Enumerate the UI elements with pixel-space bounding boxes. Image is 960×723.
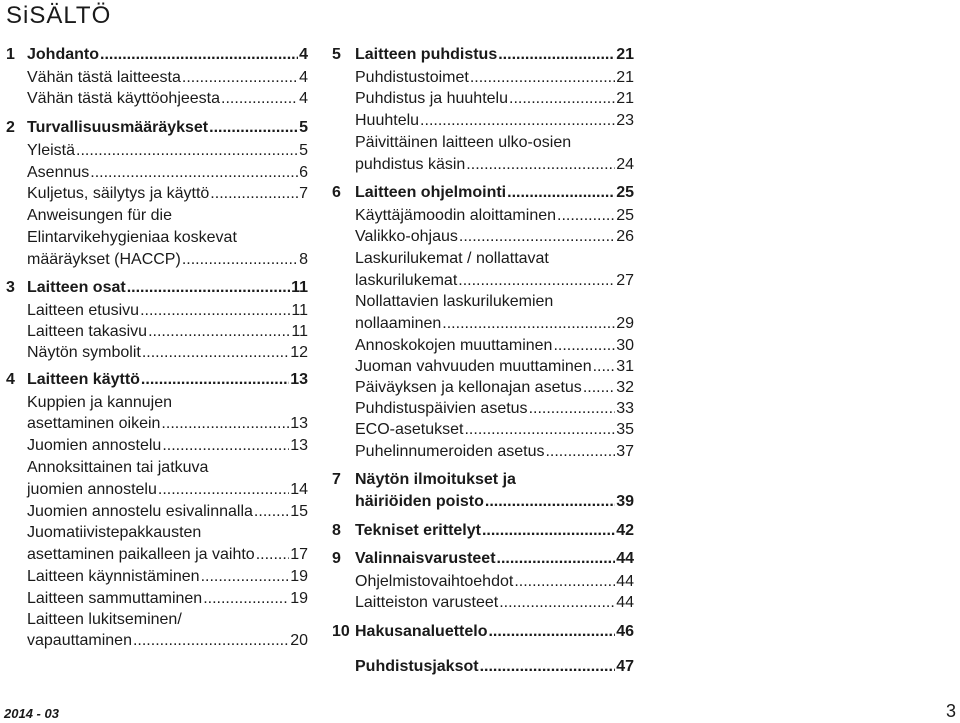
toc-entry[interactable] bbox=[0, 523, 308, 543]
toc-entry[interactable] bbox=[0, 567, 308, 587]
toc-page-number: 13 bbox=[290, 415, 308, 432]
toc-entry-title: laskurilukemat bbox=[355, 272, 458, 289]
toc-entry[interactable] bbox=[0, 343, 308, 363]
toc-entry-title: Puhdistustoimet bbox=[355, 69, 469, 86]
toc-leader-dots bbox=[485, 492, 615, 512]
toc-leader-dots bbox=[182, 250, 298, 270]
toc-entry[interactable] bbox=[330, 357, 634, 377]
toc-entry[interactable] bbox=[0, 414, 308, 434]
toc-entry-title: Juomatiivistepakkausten bbox=[27, 524, 202, 541]
toc-leader-dots bbox=[182, 68, 298, 88]
toc-entry[interactable] bbox=[0, 184, 308, 204]
toc-page-number: 15 bbox=[290, 503, 308, 520]
toc-leader-dots bbox=[499, 593, 615, 613]
toc-page-number: 47 bbox=[616, 658, 634, 675]
toc-entry[interactable] bbox=[330, 399, 634, 419]
toc-page-number: 21 bbox=[616, 46, 634, 63]
toc-entry-title: Puhdistusjaksot bbox=[355, 658, 479, 675]
toc-entry[interactable] bbox=[0, 118, 308, 138]
page-title: SiSÄLTÖ bbox=[6, 2, 112, 29]
toc-page-number: 6 bbox=[299, 164, 308, 181]
toc-entry[interactable] bbox=[330, 572, 634, 592]
toc-page-number: 44 bbox=[616, 550, 634, 567]
toc-entry-title: Annoksittainen tai jatkuva bbox=[27, 459, 209, 476]
toc-entry-title: Laskurilukemat / nollattavat bbox=[355, 250, 549, 267]
toc-entry-title: Laitteen käyttö bbox=[27, 371, 140, 388]
toc-entry[interactable] bbox=[0, 228, 308, 248]
toc-entry-title: Ohjelmistovaihtoehdot bbox=[355, 573, 514, 590]
toc-entry[interactable] bbox=[330, 378, 634, 398]
toc-entry-title: Laitteen ohjelmointi bbox=[355, 184, 507, 201]
toc-leader-dots bbox=[545, 442, 615, 462]
toc-leader-dots bbox=[529, 399, 616, 419]
toc-leader-dots bbox=[133, 631, 289, 651]
toc-entry-title: Laitteen puhdistus bbox=[355, 46, 498, 63]
toc-entry-title: puhdistus käsin bbox=[355, 156, 466, 173]
toc-entry[interactable] bbox=[0, 610, 308, 630]
toc-leader-dots bbox=[158, 480, 289, 500]
toc-entry[interactable] bbox=[330, 314, 634, 334]
toc-page-number: 13 bbox=[290, 437, 308, 454]
toc-entry-title: Puhelinnumeroiden asetus bbox=[355, 443, 545, 460]
toc-leader-dots bbox=[100, 45, 298, 65]
toc-page-number: 8 bbox=[299, 251, 308, 268]
toc-entry[interactable] bbox=[0, 301, 308, 321]
toc-entry-title: Laitteen osat bbox=[27, 279, 126, 296]
toc-page-number: 44 bbox=[616, 594, 634, 611]
toc-entry-title: Kuppien ja kannujen bbox=[27, 394, 173, 411]
toc-entry-title: Tekniset erittelyt bbox=[355, 522, 481, 539]
toc-page-number: 35 bbox=[616, 421, 634, 438]
toc-entry-title: Hakusanaluettelo bbox=[355, 623, 488, 640]
toc-entry[interactable] bbox=[330, 492, 634, 512]
toc-entry-title: Laitteen lukitseminen/ bbox=[27, 611, 182, 628]
toc-chapter-number: 1 bbox=[6, 46, 15, 63]
toc-entry[interactable] bbox=[0, 589, 308, 609]
toc-entry[interactable] bbox=[0, 322, 308, 342]
toc-entry[interactable] bbox=[330, 336, 634, 356]
toc-leader-dots bbox=[593, 357, 616, 377]
toc-entry[interactable] bbox=[330, 420, 634, 440]
footer-date: 2014 - 03 bbox=[4, 706, 59, 721]
toc-leader-dots bbox=[221, 89, 298, 109]
toc-entry-title: Käyttäjämoodin aloittaminen bbox=[355, 207, 557, 224]
toc-entry[interactable] bbox=[330, 45, 634, 65]
toc-leader-dots bbox=[201, 567, 290, 587]
toc-entry-title: Valinnaisvarusteet bbox=[355, 550, 496, 567]
toc-entry-title: Näytön ilmoitukset ja bbox=[355, 471, 516, 488]
toc-leader-dots bbox=[141, 370, 289, 390]
toc-entry-title: Juoman vahvuuden muuttaminen bbox=[355, 358, 592, 375]
toc-entry[interactable] bbox=[330, 227, 634, 247]
toc-leader-dots bbox=[583, 378, 615, 398]
toc-leader-dots bbox=[459, 227, 615, 247]
toc-entry[interactable] bbox=[330, 89, 634, 109]
toc-entry[interactable] bbox=[0, 631, 308, 651]
toc-entry-title: Vähän tästä käyttöohjeesta bbox=[27, 90, 221, 107]
toc-entry[interactable] bbox=[0, 68, 308, 88]
toc-leader-dots bbox=[507, 183, 615, 203]
toc-entry[interactable] bbox=[330, 68, 634, 88]
toc-chapter-number: 10 bbox=[332, 623, 350, 640]
toc-chapter-number: 8 bbox=[332, 522, 341, 539]
toc-page-number: 42 bbox=[616, 522, 634, 539]
toc-leader-dots bbox=[466, 155, 615, 175]
toc-page-number: 19 bbox=[290, 590, 308, 607]
toc-entry-title: määräykset (HACCP) bbox=[27, 251, 181, 268]
toc-page-number: 14 bbox=[290, 481, 308, 498]
toc-page-number: 33 bbox=[616, 400, 634, 417]
toc-entry[interactable] bbox=[0, 502, 308, 522]
toc-entry[interactable] bbox=[0, 45, 308, 65]
toc-page-number: 31 bbox=[616, 358, 634, 375]
toc-entry[interactable] bbox=[0, 370, 308, 390]
toc-leader-dots bbox=[514, 572, 615, 592]
toc-page-number: 44 bbox=[616, 573, 634, 590]
toc-entry[interactable] bbox=[0, 278, 308, 298]
toc-leader-dots bbox=[442, 314, 615, 334]
toc-entry-title: vapauttaminen bbox=[27, 632, 132, 649]
toc-entry[interactable] bbox=[330, 622, 634, 642]
toc-entry-title: Puhdistus ja huuhtelu bbox=[355, 90, 508, 107]
toc-page-number: 4 bbox=[299, 90, 308, 107]
toc-entry[interactable] bbox=[330, 521, 634, 541]
toc-page-number: 19 bbox=[290, 568, 308, 585]
toc-page-number: 11 bbox=[291, 302, 308, 319]
toc-entry[interactable] bbox=[0, 89, 308, 109]
toc-leader-dots bbox=[90, 163, 298, 183]
toc-entry-title: Kuljetus, säilytys ja käyttö bbox=[27, 185, 210, 202]
toc-entry-title: Päiväyksen ja kellonajan asetus bbox=[355, 379, 582, 396]
toc-chapter-number: 7 bbox=[332, 471, 341, 488]
toc-page-number: 4 bbox=[299, 69, 308, 86]
toc-entry[interactable] bbox=[330, 470, 634, 490]
toc-chapter-number: 3 bbox=[6, 279, 15, 296]
toc-entry[interactable] bbox=[0, 206, 308, 226]
toc-entry[interactable] bbox=[330, 155, 634, 175]
toc-page-number: 23 bbox=[616, 112, 634, 129]
toc-entry[interactable] bbox=[330, 206, 634, 226]
toc-entry-title: Päivittäinen laitteen ulko-osien bbox=[355, 134, 572, 151]
toc-entry[interactable] bbox=[330, 271, 634, 291]
toc-entry-title: ECO-asetukset bbox=[355, 421, 464, 438]
toc-entry-title: Huuhtelu bbox=[355, 112, 420, 129]
toc-leader-dots bbox=[142, 343, 289, 363]
toc-entry-title: asettaminen paikalleen ja vaihto bbox=[27, 546, 255, 563]
toc-leader-dots bbox=[498, 45, 615, 65]
toc-entry-title: Asennus bbox=[27, 164, 90, 181]
toc-leader-dots bbox=[76, 141, 298, 161]
toc-leader-dots bbox=[482, 521, 615, 541]
toc-entry[interactable] bbox=[330, 442, 634, 462]
toc-page-number: 30 bbox=[616, 337, 634, 354]
toc-entry[interactable] bbox=[330, 292, 634, 312]
toc-entry[interactable] bbox=[330, 111, 634, 131]
toc-entry-title: Anweisungen für die bbox=[27, 207, 172, 224]
toc-entry[interactable] bbox=[330, 249, 634, 269]
toc-page-number: 37 bbox=[616, 443, 634, 460]
toc-chapter-number: 2 bbox=[6, 119, 15, 136]
toc-leader-dots bbox=[470, 68, 615, 88]
toc-page-number: 13 bbox=[290, 371, 308, 388]
toc-leader-dots bbox=[148, 322, 290, 342]
toc-leader-dots bbox=[480, 657, 616, 677]
toc-page-number: 24 bbox=[616, 156, 634, 173]
toc-entry-title: Turvallisuusmääräykset bbox=[27, 119, 209, 136]
toc-leader-dots bbox=[254, 502, 289, 522]
toc-entry-title: Elintarvikehygieniaa koskevat bbox=[27, 229, 237, 246]
toc-entry-title: Juomien annostelu bbox=[27, 437, 162, 454]
toc-leader-dots bbox=[557, 206, 615, 226]
toc-entry-title: Yleistä bbox=[27, 142, 76, 159]
toc-page-number: 11 bbox=[291, 323, 308, 340]
toc-leader-dots bbox=[420, 111, 615, 131]
toc-leader-dots bbox=[161, 414, 289, 434]
toc-leader-dots bbox=[256, 545, 290, 565]
toc-chapter-number: 6 bbox=[332, 184, 341, 201]
toc-entry[interactable] bbox=[0, 480, 308, 500]
toc-page-number: 25 bbox=[616, 184, 634, 201]
toc-entry[interactable] bbox=[0, 393, 308, 413]
toc-entry-title: Laitteen käynnistäminen bbox=[27, 568, 200, 585]
toc-entry-title: Juomien annostelu esivalinnalla bbox=[27, 503, 253, 520]
toc-entry-title: Annoskokojen muuttaminen bbox=[355, 337, 553, 354]
toc-page-number: 7 bbox=[299, 185, 308, 202]
toc-entry-title: Puhdistuspäivien asetus bbox=[355, 400, 528, 417]
toc-entry[interactable] bbox=[330, 183, 634, 203]
toc-entry[interactable] bbox=[0, 163, 308, 183]
toc-page-number: 21 bbox=[616, 90, 634, 107]
toc-entry-title: Vähän tästä laitteesta bbox=[27, 69, 181, 86]
toc-entry[interactable] bbox=[0, 545, 308, 565]
toc-entry-title: häiriöiden poisto bbox=[355, 493, 484, 510]
toc-entry[interactable] bbox=[0, 250, 308, 270]
toc-page-number: 21 bbox=[616, 69, 634, 86]
toc-page-number: 5 bbox=[299, 119, 308, 136]
toc-leader-dots bbox=[210, 184, 298, 204]
toc-entry-title: nollaaminen bbox=[355, 315, 442, 332]
toc-leader-dots bbox=[497, 549, 616, 569]
toc-leader-dots bbox=[488, 622, 615, 642]
toc-page-number: 11 bbox=[291, 279, 308, 296]
toc-page-number: 46 bbox=[616, 623, 634, 640]
toc-page-number: 39 bbox=[616, 493, 634, 510]
toc-leader-dots bbox=[140, 301, 290, 321]
toc-entry-title: asettaminen oikein bbox=[27, 415, 161, 432]
toc-entry-title: Laitteen sammuttaminen bbox=[27, 590, 203, 607]
toc-entry[interactable] bbox=[330, 549, 634, 569]
toc-chapter-number: 4 bbox=[6, 371, 15, 388]
toc-entry-title: Näytön symbolit bbox=[27, 344, 141, 361]
toc-page-number: 25 bbox=[616, 207, 634, 224]
toc-page-number: 17 bbox=[290, 546, 308, 563]
toc-entry[interactable] bbox=[330, 133, 634, 153]
toc-page-number: 27 bbox=[616, 272, 634, 289]
toc-page-number: 32 bbox=[616, 379, 634, 396]
toc-entry[interactable] bbox=[0, 458, 308, 478]
toc-entry-title: juomien annostelu bbox=[27, 481, 157, 498]
toc-entry-title: Laitteen takasivu bbox=[27, 323, 148, 340]
toc-entry[interactable] bbox=[0, 141, 308, 161]
toc-page-number: 20 bbox=[290, 632, 308, 649]
toc-page-number: 4 bbox=[299, 46, 308, 63]
page-number: 3 bbox=[945, 701, 956, 721]
toc-leader-dots bbox=[209, 118, 298, 138]
toc-chapter-number: 9 bbox=[332, 550, 341, 567]
toc-leader-dots bbox=[203, 589, 289, 609]
toc-chapter-number: 5 bbox=[332, 46, 341, 63]
toc-entry-title: Johdanto bbox=[27, 46, 99, 63]
toc-page-number: 5 bbox=[299, 142, 308, 159]
toc-page-number: 12 bbox=[290, 344, 308, 361]
toc-entry-title: Valikko-ohjaus bbox=[355, 228, 458, 245]
toc-leader-dots bbox=[162, 436, 289, 456]
toc-entry[interactable] bbox=[330, 593, 634, 613]
toc-leader-dots bbox=[127, 278, 290, 298]
toc-entry[interactable] bbox=[330, 657, 634, 677]
toc-leader-dots bbox=[553, 336, 615, 356]
toc-page-number: 29 bbox=[616, 315, 634, 332]
toc-entry[interactable] bbox=[0, 436, 308, 456]
toc-leader-dots bbox=[464, 420, 615, 440]
toc-entry-title: Laitteiston varusteet bbox=[355, 594, 499, 611]
toc-entry-title: Laitteen etusivu bbox=[27, 302, 140, 319]
toc-page-number: 26 bbox=[616, 228, 634, 245]
toc-leader-dots bbox=[509, 89, 615, 109]
toc-leader-dots bbox=[458, 271, 615, 291]
toc-entry-title: Nollattavien laskurilukemien bbox=[355, 293, 554, 310]
